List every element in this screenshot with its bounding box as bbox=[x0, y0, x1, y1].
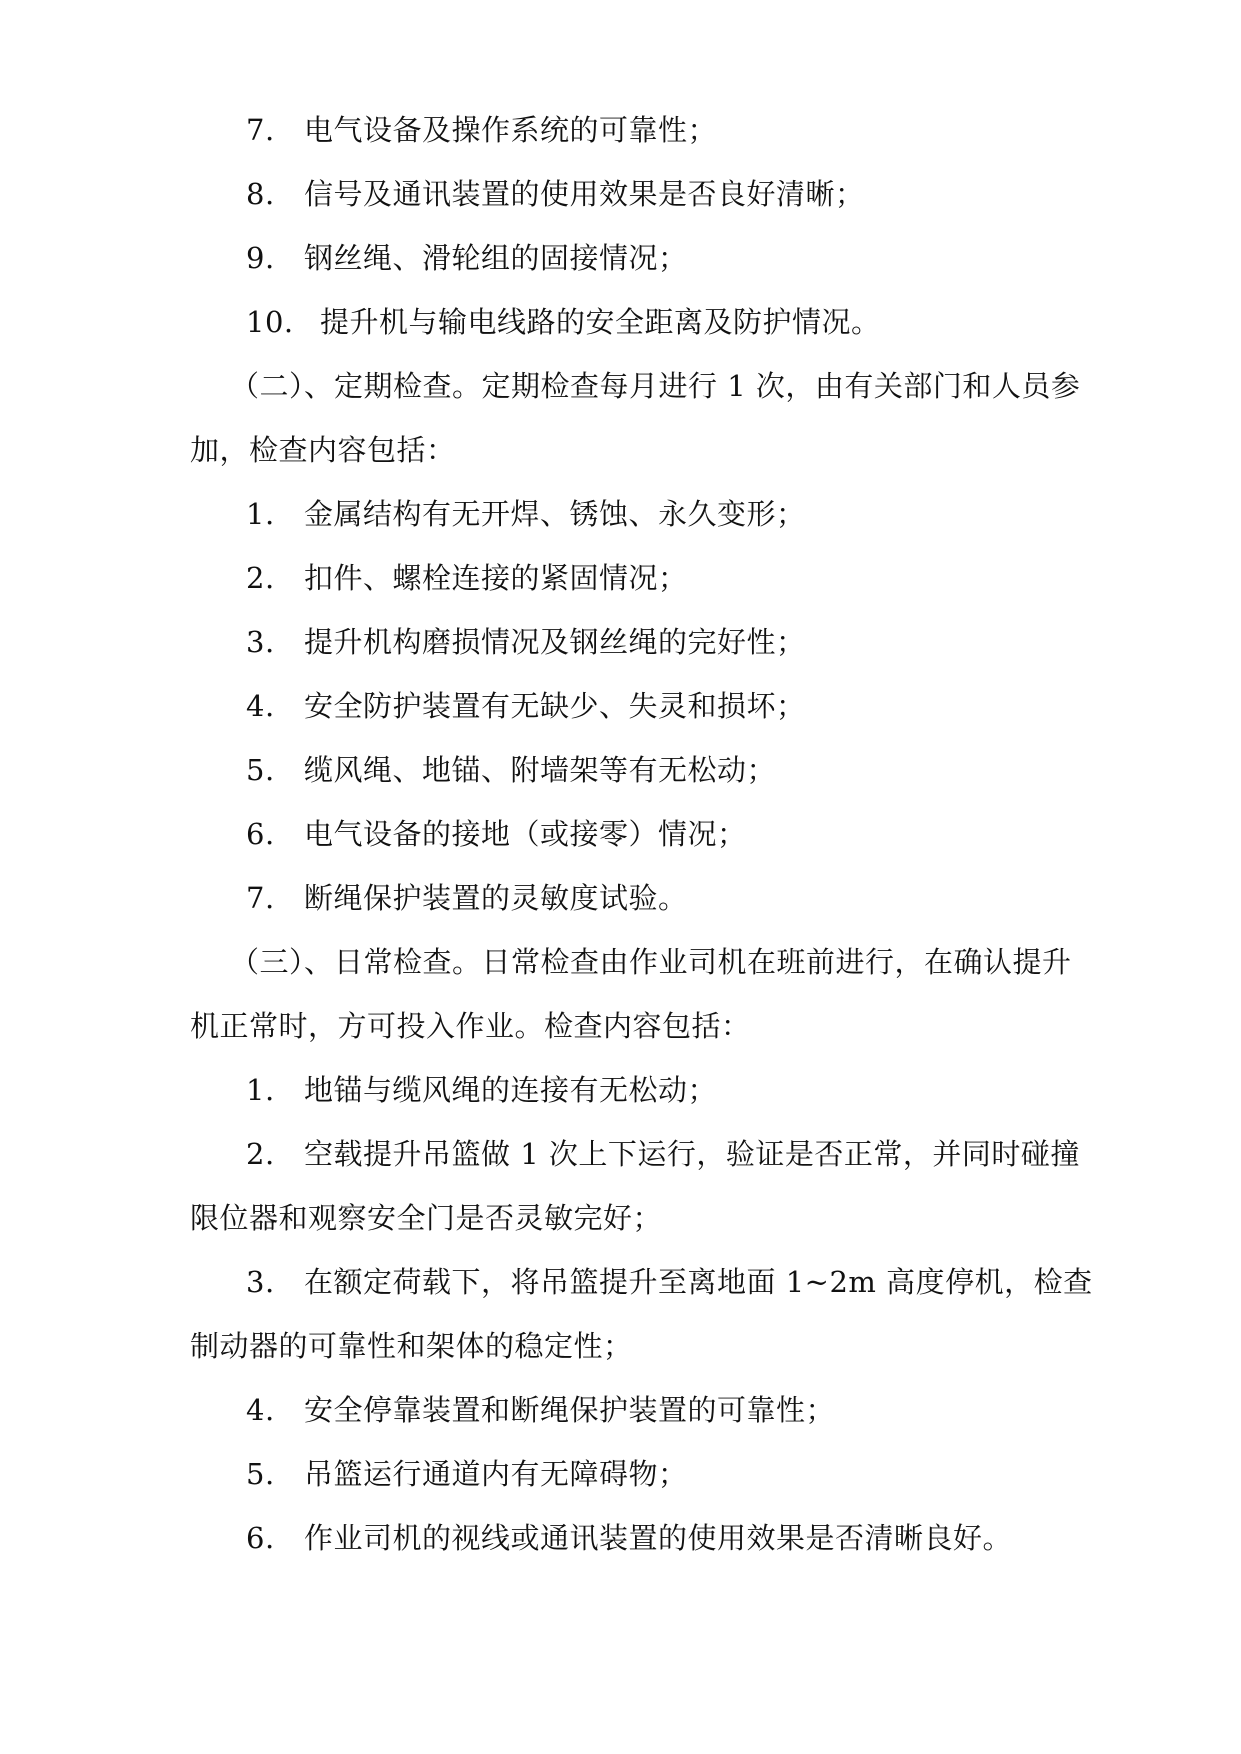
item-text: 钢丝绳、滑轮组的固接情况； bbox=[304, 241, 688, 275]
item-text: 电气设备的接地（或接零）情况； bbox=[304, 817, 747, 851]
section-label: （三）、 bbox=[230, 945, 334, 979]
section-text: 日常检查。日常检查由作业司机在班前进行，在确认提升 bbox=[334, 945, 1072, 979]
list-item bbox=[246, 560, 1126, 596]
item-number: 8. bbox=[246, 177, 275, 211]
list-item bbox=[246, 304, 1126, 340]
item-text: 提升机与输电线路的安全距离及防护情况。 bbox=[320, 305, 881, 339]
item-number: 6. bbox=[246, 817, 275, 851]
section-heading bbox=[230, 368, 1110, 404]
list-item bbox=[246, 240, 1126, 276]
item-text: 安全停靠装置和断绳保护装置的可靠性； bbox=[304, 1393, 836, 1427]
paragraph-continuation bbox=[190, 1008, 1070, 1044]
section-heading bbox=[230, 944, 1110, 980]
list-item bbox=[246, 176, 1126, 212]
item-text: 在额定荷载下，将吊篮提升至离地面 1~2m 高度停机，检查 bbox=[304, 1265, 1093, 1299]
item-number: 5. bbox=[246, 1457, 275, 1491]
paragraph-continuation bbox=[190, 1328, 1070, 1364]
item-number: 7. bbox=[246, 113, 275, 147]
item-number: 9. bbox=[246, 241, 275, 275]
list-item bbox=[246, 624, 1126, 660]
list-item bbox=[246, 1392, 1126, 1428]
section-text-cont: 机正常时，方可投入作业。检查内容包括： bbox=[190, 1009, 751, 1043]
item-text-cont: 制动器的可靠性和架体的稳定性； bbox=[190, 1329, 633, 1363]
item-number: 5. bbox=[246, 753, 275, 787]
item-text: 电气设备及操作系统的可靠性； bbox=[304, 113, 718, 147]
item-text: 金属结构有无开焊、锈蚀、永久变形； bbox=[304, 497, 806, 531]
item-text: 空载提升吊篮做 1 次上下运行，验证是否正常，并同时碰撞 bbox=[304, 1137, 1080, 1171]
item-text: 吊篮运行通道内有无障碍物； bbox=[304, 1457, 688, 1491]
item-text: 安全防护装置有无缺少、失灵和损坏； bbox=[304, 689, 806, 723]
list-item bbox=[246, 880, 1126, 916]
item-text: 作业司机的视线或通讯装置的使用效果是否清晰良好。 bbox=[304, 1521, 1013, 1555]
list-item bbox=[246, 1072, 1126, 1108]
section-text-cont: 加，检查内容包括： bbox=[190, 433, 456, 467]
item-number: 2. bbox=[246, 1137, 275, 1171]
list-item bbox=[246, 752, 1126, 788]
list-item bbox=[246, 1136, 1126, 1172]
item-number: 10. bbox=[246, 305, 294, 339]
item-text-cont: 限位器和观察安全门是否灵敏完好； bbox=[190, 1201, 663, 1235]
section-text: 定期检查。定期检查每月进行 1 次，由有关部门和人员参 bbox=[334, 369, 1081, 403]
list-item bbox=[246, 1264, 1126, 1300]
section-label: （二）、 bbox=[230, 369, 334, 403]
item-number: 7. bbox=[246, 881, 275, 915]
item-number: 3. bbox=[246, 625, 275, 659]
item-number: 2. bbox=[246, 561, 275, 595]
list-item bbox=[246, 1456, 1126, 1492]
item-number: 3. bbox=[246, 1265, 275, 1299]
item-number: 1. bbox=[246, 1073, 275, 1107]
item-number: 6. bbox=[246, 1521, 275, 1555]
item-text: 提升机构磨损情况及钢丝绳的完好性； bbox=[304, 625, 806, 659]
list-item bbox=[246, 1520, 1126, 1556]
list-item bbox=[246, 688, 1126, 724]
item-text: 地锚与缆风绳的连接有无松动； bbox=[304, 1073, 718, 1107]
item-text: 信号及通讯装置的使用效果是否良好清晰； bbox=[304, 177, 865, 211]
item-text: 缆风绳、地锚、附墙架等有无松动； bbox=[304, 753, 777, 787]
paragraph-continuation bbox=[190, 1200, 1070, 1236]
item-text: 扣件、螺栓连接的紧固情况； bbox=[304, 561, 688, 595]
item-number: 1. bbox=[246, 497, 275, 531]
item-text: 断绳保护装置的灵敏度试验。 bbox=[304, 881, 688, 915]
list-item bbox=[246, 496, 1126, 532]
item-number: 4. bbox=[246, 1393, 275, 1427]
list-item bbox=[246, 816, 1126, 852]
list-item bbox=[246, 112, 1126, 148]
item-number: 4. bbox=[246, 689, 275, 723]
paragraph-continuation bbox=[190, 432, 1070, 468]
